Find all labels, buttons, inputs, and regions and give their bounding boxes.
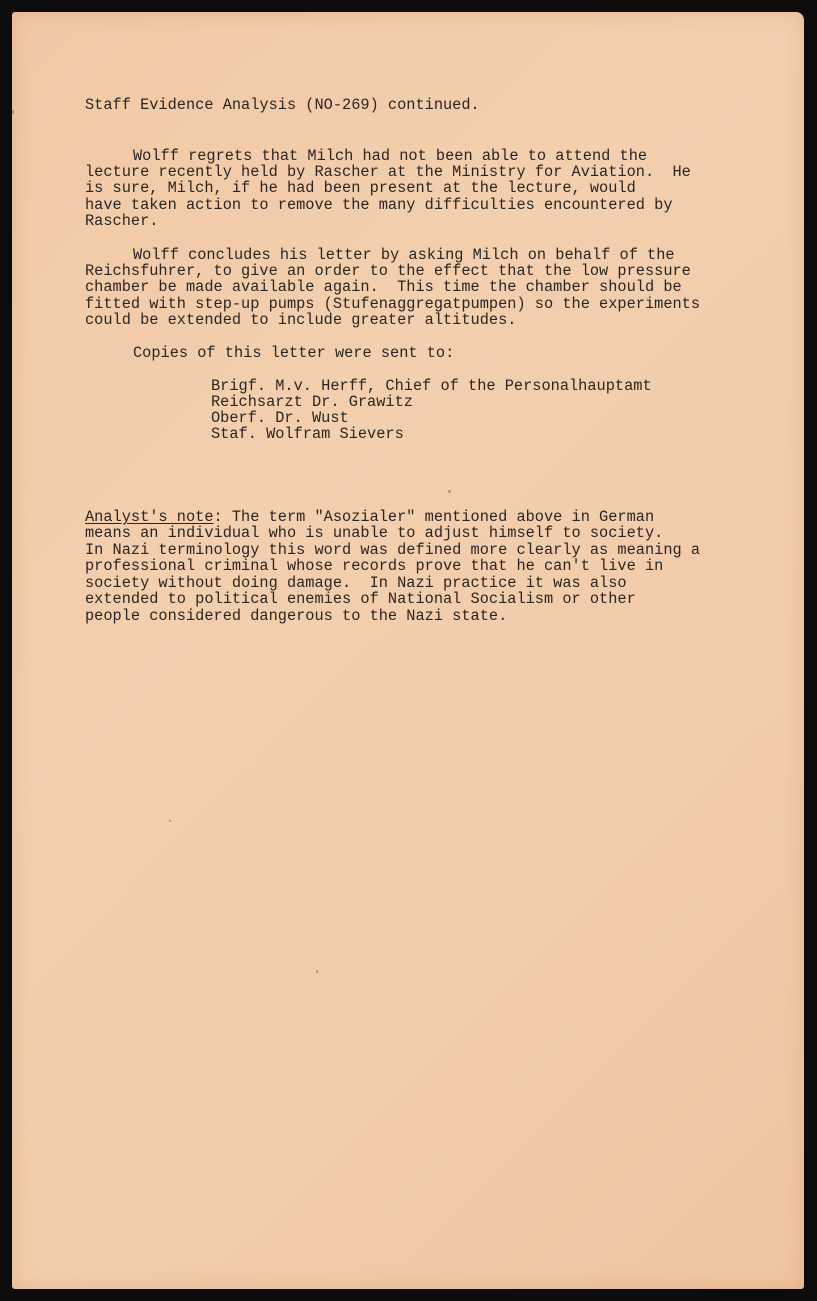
- paper-speck: [12, 110, 14, 114]
- paragraph-1-line: lecture recently held by Rascher at the Ministry for Aviation. He: [85, 163, 691, 181]
- paragraph-1-line: Wolff regrets that Milch had not been able to attend the: [133, 147, 648, 165]
- analyst-note-line: people considered dangerous to the Nazi state.: [85, 607, 508, 625]
- recipient-item: Reichsarzt Dr. Grawitz: [211, 393, 413, 411]
- analyst-note-line: society without doing damage. In Nazi practice it was also: [85, 574, 627, 592]
- paper-speck: [448, 490, 451, 493]
- paper-speck: [316, 970, 318, 973]
- paragraph-2-line: fitted with step-up pumps (Stufenaggregatpumpen) so the experiments: [85, 295, 701, 313]
- paragraph-1-line: is sure, Milch, if he had been present at the lecture, would: [85, 179, 636, 197]
- recipient-item: Staf. Wolfram Sievers: [211, 425, 404, 443]
- analyst-note-line: professional criminal whose records prove that he can't live in: [85, 557, 664, 575]
- paper-speck: [169, 820, 171, 822]
- analyst-note-line: means an individual who is unable to adjust himself to society.: [85, 524, 664, 542]
- analyst-note-first-line-rest: : The term "Asozialer" mentioned above in German: [213, 508, 655, 526]
- analyst-note-line: In Nazi terminology this word was defined more clearly as meaning a: [85, 541, 701, 559]
- analyst-note-label: Analyst's note: [85, 508, 214, 526]
- paragraph-2-line: chamber be made available again. This time the chamber should be: [85, 278, 682, 296]
- analyst-note-line: extended to political enemies of National Socialism or other: [85, 590, 636, 608]
- paragraph-2-line: could be extended to include greater altitudes.: [85, 311, 517, 329]
- paragraph-1-line: Rascher.: [85, 212, 159, 230]
- paragraph-2-line: Reichsfuhrer, to give an order to the effect that the low pressure: [85, 262, 691, 280]
- recipient-item: Oberf. Dr. Wust: [211, 409, 349, 427]
- paragraph-1-line: have taken action to remove the many difficulties encountered by: [85, 196, 673, 214]
- recipient-item: Brigf. M.v. Herff, Chief of the Personalhauptamt: [211, 377, 652, 395]
- paragraph-2-line: Wolff concludes his letter by asking Milch on behalf of the: [133, 246, 675, 264]
- analyst-note-first-line: [85, 509, 654, 525]
- copies-intro: Copies of this letter were sent to:: [133, 344, 455, 362]
- document-page: [12, 12, 804, 1289]
- header-line: Staff Evidence Analysis (NO-269) continued.: [85, 96, 480, 114]
